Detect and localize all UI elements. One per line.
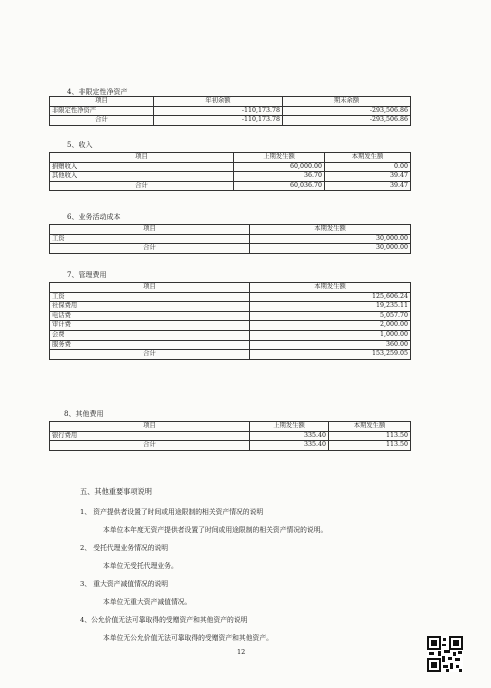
table-header-row bbox=[50, 97, 411, 107]
table-row bbox=[50, 321, 411, 331]
cell-value: 30,000.00 bbox=[250, 244, 411, 254]
cell-value: 1,000.00 bbox=[250, 330, 411, 340]
table-row bbox=[50, 162, 411, 172]
table-header-row bbox=[50, 153, 411, 163]
cell-value: -293,506.86 bbox=[283, 106, 411, 116]
column-header: 期末余额 bbox=[283, 97, 411, 107]
table-header-row bbox=[50, 283, 411, 293]
row-label: 会费 bbox=[50, 330, 250, 340]
table-header-row bbox=[50, 422, 411, 432]
column-header: 项目 bbox=[50, 225, 250, 235]
table-row bbox=[50, 431, 411, 441]
row-label: 合计 bbox=[50, 244, 250, 254]
row-label: 社保费用 bbox=[50, 302, 250, 312]
row-label: 审计费 bbox=[50, 321, 250, 331]
column-header: 项目 bbox=[50, 422, 250, 432]
table-business-cost bbox=[49, 224, 411, 254]
cell-value: 19,235.11 bbox=[250, 302, 411, 312]
table-total-row bbox=[50, 181, 411, 191]
row-label: 银行费用 bbox=[50, 431, 250, 441]
column-header: 项目 bbox=[50, 283, 250, 293]
cell-value: -110,173.78 bbox=[154, 106, 283, 116]
row-label: 捐赠收入 bbox=[50, 162, 234, 172]
note-2-body: 本单位无受托代理业务。 bbox=[103, 562, 178, 570]
row-label: 服务费 bbox=[50, 340, 250, 350]
qr-code-icon bbox=[427, 636, 463, 672]
section-8-title: 8、其他费用 bbox=[64, 410, 104, 418]
column-header: 本期发生额 bbox=[250, 225, 411, 235]
table-header-row bbox=[50, 225, 411, 235]
cell-value: 113.50 bbox=[329, 431, 411, 441]
table-row bbox=[50, 340, 411, 350]
page-number: 12 bbox=[237, 648, 246, 656]
cell-value: 0.00 bbox=[325, 162, 411, 172]
cell-value: 60,036.70 bbox=[234, 181, 325, 191]
row-label: 工资 bbox=[50, 234, 250, 244]
table-row bbox=[50, 302, 411, 312]
table-net-assets bbox=[49, 96, 411, 126]
cell-value: 335.40 bbox=[250, 441, 329, 451]
note-2-title: 2、 受托代理业务情况的说明 bbox=[80, 544, 169, 552]
cell-value: 39.47 bbox=[325, 172, 411, 182]
table-other-expenses bbox=[49, 421, 411, 451]
table-row bbox=[50, 234, 411, 244]
cell-value: 5,057.70 bbox=[250, 311, 411, 321]
table-row bbox=[50, 172, 411, 182]
column-header: 本期发生额 bbox=[329, 422, 411, 432]
table-total-row bbox=[50, 244, 411, 254]
row-label: 合计 bbox=[50, 116, 154, 126]
row-label: 合计 bbox=[50, 350, 250, 360]
column-header: 本期发生额 bbox=[325, 153, 411, 163]
column-header: 上期发生额 bbox=[234, 153, 325, 163]
row-label: 其他收入 bbox=[50, 172, 234, 182]
cell-value: 153,259.05 bbox=[250, 350, 411, 360]
cell-value: -293,506.86 bbox=[283, 116, 411, 126]
row-label: 非限定性净资产 bbox=[50, 106, 154, 116]
cell-value: 39.47 bbox=[325, 181, 411, 191]
section-4-title: 4、非限定性净资产 bbox=[67, 88, 128, 96]
section-5-title: 5、收入 bbox=[67, 141, 93, 149]
section-6-title: 6、业务活动成本 bbox=[67, 213, 121, 221]
table-total-row bbox=[50, 350, 411, 360]
table-row bbox=[50, 106, 411, 116]
cell-value: 2,000.00 bbox=[250, 321, 411, 331]
note-3-title: 3、 重大资产减值情况的说明 bbox=[80, 580, 169, 588]
table-row bbox=[50, 292, 411, 302]
column-header: 项目 bbox=[50, 153, 234, 163]
row-label: 合计 bbox=[50, 181, 234, 191]
note-3-body: 本单位无重大资产减值情况。 bbox=[103, 598, 192, 606]
table-row bbox=[50, 330, 411, 340]
cell-value: 30,000.00 bbox=[250, 234, 411, 244]
note-4-title: 4、公允价值无法可靠取得的受赠资产和其他资产的说明 bbox=[80, 616, 248, 624]
row-label: 工资 bbox=[50, 292, 250, 302]
column-header: 项目 bbox=[50, 97, 154, 107]
cell-value: 125,606.24 bbox=[250, 292, 411, 302]
note-1-body: 本单位本年度无资产提供者设置了时间或用途限制的相关资产情况的说明。 bbox=[103, 526, 328, 534]
row-label: 电话费 bbox=[50, 311, 250, 321]
table-income bbox=[49, 152, 411, 191]
cell-value: 36.70 bbox=[234, 172, 325, 182]
row-label: 合计 bbox=[50, 441, 250, 451]
cell-value: 335.40 bbox=[250, 431, 329, 441]
table-row bbox=[50, 311, 411, 321]
note-1-title: 1、 资产提供者设置了时间或用途限制的相关资产情况的说明 bbox=[80, 508, 264, 516]
column-header: 年初余额 bbox=[154, 97, 283, 107]
column-header: 本期发生额 bbox=[250, 283, 411, 293]
table-total-row bbox=[50, 441, 411, 451]
cell-value: -110,173.78 bbox=[154, 116, 283, 126]
cell-value: 60,000.00 bbox=[234, 162, 325, 172]
column-header: 上期发生额 bbox=[250, 422, 329, 432]
table-total-row bbox=[50, 116, 411, 126]
note-4-body: 本单位无公允价值无法可靠取得的受赠资产和其他资产。 bbox=[103, 634, 273, 642]
section-7-title: 7、管理费用 bbox=[67, 271, 107, 279]
notes-heading: 五、其他重要事项说明 bbox=[80, 487, 152, 496]
cell-value: 113.50 bbox=[329, 441, 411, 451]
table-admin-expenses bbox=[49, 282, 411, 360]
cell-value: 360.00 bbox=[250, 340, 411, 350]
